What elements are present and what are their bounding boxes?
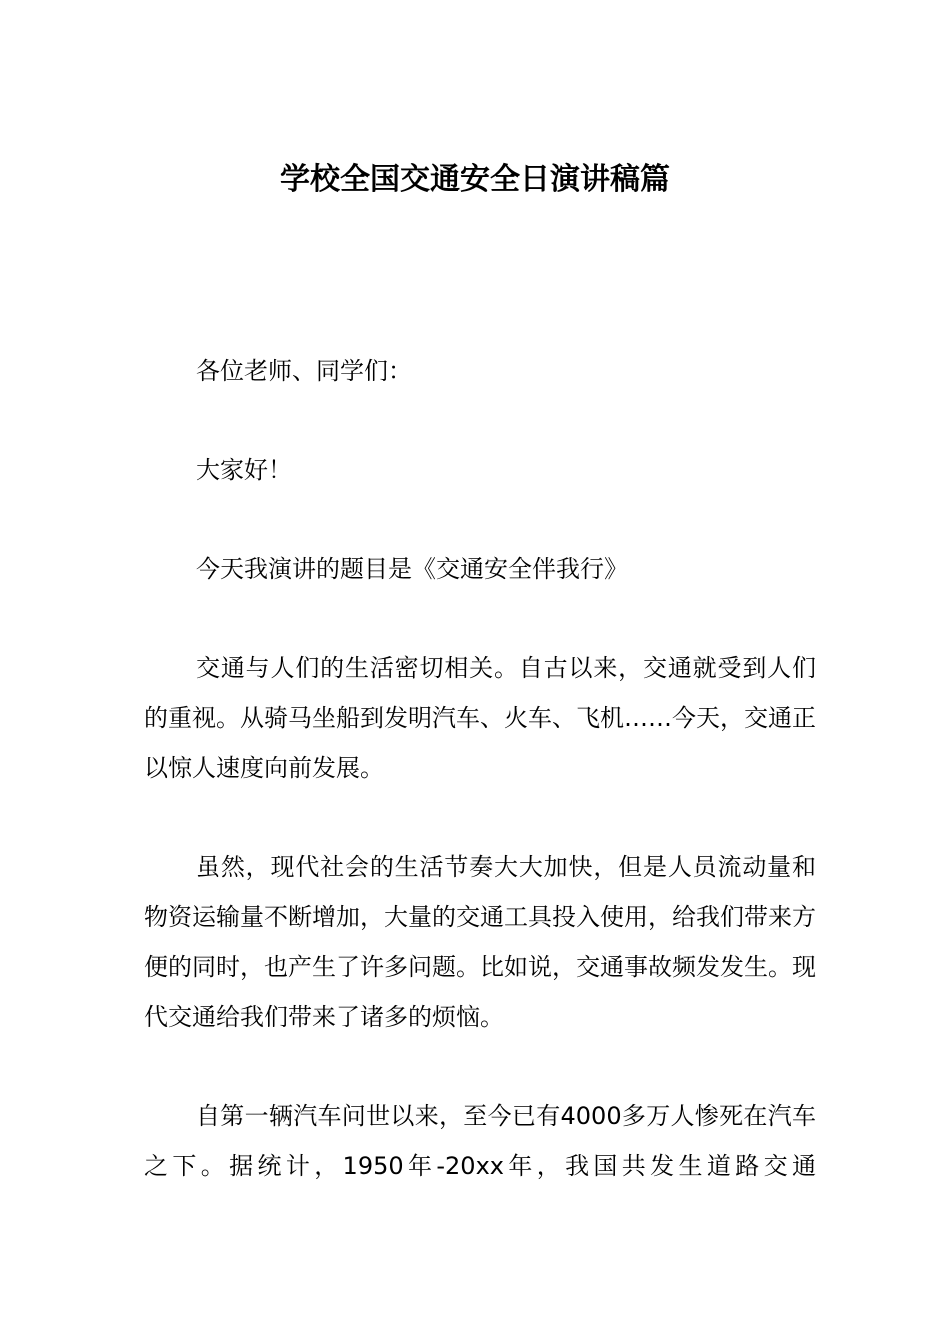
document-body (144, 346, 816, 1240)
paragraph-modern-problems: 虽然，现代社会的生活节奏大大加快，但是人员流动量和物资运输量不断增加，大量的交通工具投入使用，给我们带来方便的同时，也产生了许多问题。比如说，交通事故频发发生。现代交通给我们带来了诸多的烦恼。 (144, 853, 816, 1031)
paragraph-statistics: 自第一辆汽车问世以来，至今已有4000多万人惨死在汽车之下。据统计，1950年-20xx年，我国共发生道路交通 (144, 1102, 816, 1180)
paragraph-greeting: 各位老师、同学们： (196, 357, 412, 385)
paragraph-traffic-history: 交通与人们的生活密切相关。自古以来，交通就受到人们的重视。从骑马坐船到发明汽车、火车、飞机……今天，交通正以惊人速度向前发展。 (144, 654, 816, 782)
paragraph-topic: 今天我演讲的题目是《交通安全伴我行》 (196, 555, 628, 583)
paragraph-hello: 大家好！ (196, 456, 292, 484)
document-title: 学校全国交通安全日演讲稿篇 (280, 162, 670, 197)
